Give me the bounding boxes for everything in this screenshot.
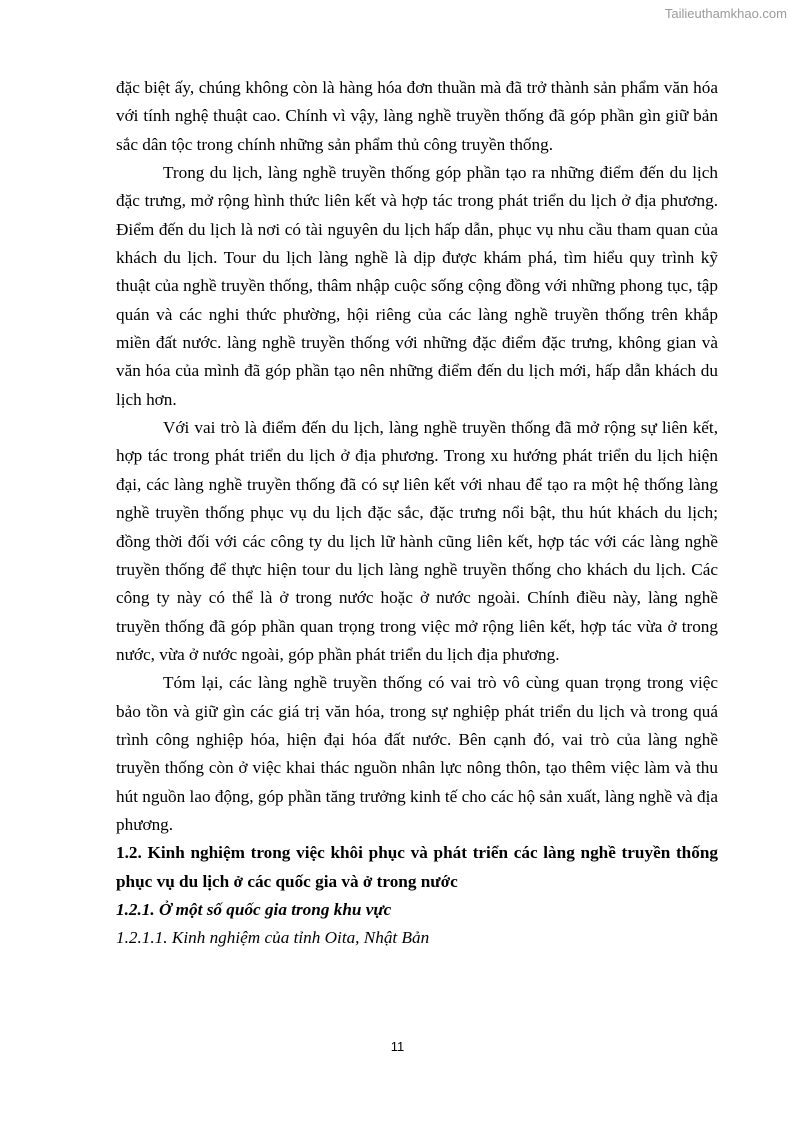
watermark-text: Tailieuthamkhao.com: [664, 6, 787, 21]
subsubsection-heading-1-2-1-1: 1.2.1.1. Kinh nghiệm của tỉnh Oita, Nhật Bản: [116, 928, 430, 948]
document-body: [116, 74, 718, 953]
paragraph-linkage-cooperation: Với vai trò là điểm đến du lịch, làng nghề truyền thống đã mở rộng sự liên kết, hợp tác trong phát triển du lịch ở địa phương. Trong xu hướng phát triển du lịch hiện đại, các làng nghề truyền thống đã có sự liên kết với nhau để tạo ra một hệ thống làng nghề truyền thống phục vụ du lịch đặc sắc, đặc trưng nổi bật, thu hút khách du lịch; đồng thời đối với các công ty du lịch lữ hành cũng liên kết, hợp tác với các làng nghề truyền thống để thực hiện tour du lịch làng nghề truyền thống cho khách du lịch. Các công ty này có thể là ở trong nước hoặc ở nước ngoài. Chính điều này, làng nghề truyền thống đã góp phần quan trọng trong việc mở rộng liên kết, hợp tác vừa ở trong nước, vừa ở nước ngoài, góp phần phát triển du lịch địa phương.: [116, 418, 718, 664]
subsection-heading-1-2-1: 1.2.1. Ở một số quốc gia trong khu vực: [116, 899, 392, 919]
paragraph-conclusion: Tóm lại, các làng nghề truyền thống có vai trò vô cùng quan trọng trong việc bảo tồn và giữ gìn các giá trị văn hóa, trong sự nghiệp phát triển du lịch và trong quá trình công nghiệp hóa, hiện đại hóa đất nước. Bên cạnh đó, vai trò của làng nghề truyền thống còn ở việc khai thác nguồn nhân lực nông thôn, tạo thêm việc làm và thu hút nguồn lao động, góp phần tăng trưởng kinh tế cho các hộ sản xuất, làng nghề và địa phương.: [116, 673, 718, 834]
paragraph-continuation: đặc biệt ấy, chúng không còn là hàng hóa đơn thuần mà đã trở thành sản phẩm văn hóa với tính nghệ thuật cao. Chính vì vậy, làng nghề truyền thống đã góp phần gìn giữ bản sắc dân tộc trong chính những sản phẩm thủ công truyền thống.: [116, 78, 718, 154]
section-heading-1-2: 1.2. Kinh nghiệm trong việc khôi phục và phát triển các làng nghề truyền thống phục vụ du lịch ở các quốc gia và ở trong nước: [116, 843, 718, 891]
paragraph-tourism-destinations: Trong du lịch, làng nghề truyền thống góp phần tạo ra những điểm đến du lịch đặc trưng, mở rộng hình thức liên kết và hợp tác trong phát triển du lịch ở địa phương. Điểm đến du lịch là nơi có tài nguyên du lịch hấp dẫn, phục vụ nhu cầu tham quan của khách du lịch. Tour du lịch làng nghề là dịp được khám phá, tìm hiểu quy trình kỹ thuật của nghề truyền thống, thâm nhập cuộc sống cộng đồng với những phong tục, tập quán và các nghi thức phường, hội riêng của các làng nghề truyền thống trên khắp miền đất nước. làng nghề truyền thống với những đặc điểm đặc trưng, không gian và văn hóa của mình đã góp phần tạo nên những điểm đến du lịch mới, hấp dẫn khách du lịch hơn.: [116, 163, 718, 409]
page-number: 11: [390, 1039, 405, 1054]
